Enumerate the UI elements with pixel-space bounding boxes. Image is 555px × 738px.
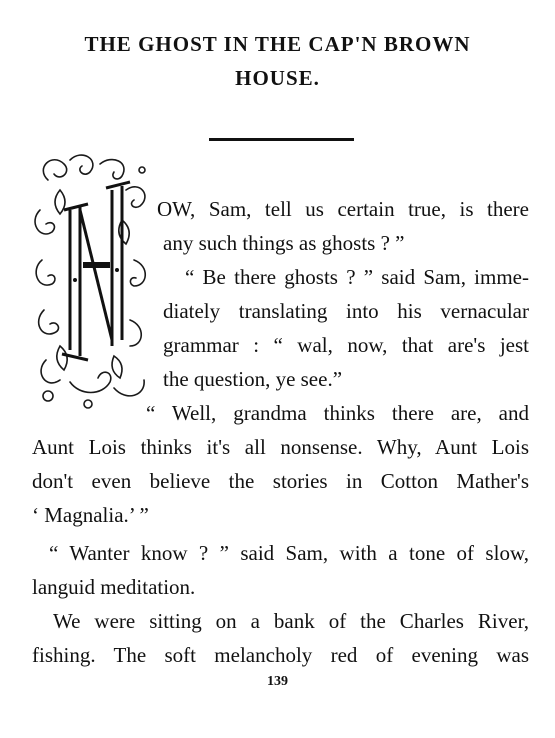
title-divider-rule bbox=[209, 138, 354, 141]
body-line: the question, ye see.” bbox=[163, 367, 343, 391]
body-line: “ Well, grandma thinks there are, and bbox=[146, 401, 529, 425]
body-line: Aunt Lois thinks it's all nonsense. Why, Aunt Lois bbox=[32, 435, 529, 459]
chapter-title-line-1: THE GHOST IN THE CAP'N BROWN bbox=[84, 32, 471, 56]
body-line: don't even believe the stories in Cotton Mather's bbox=[32, 469, 529, 493]
body-line: languid meditation. bbox=[32, 575, 196, 599]
ornamental-drop-cap bbox=[30, 150, 158, 412]
body-line: fishing. The soft melancholy red of evening was bbox=[32, 643, 529, 667]
body-line: We were sitting on a bank of the Charles River, bbox=[53, 609, 529, 633]
page-number: 139 bbox=[267, 674, 288, 689]
body-line: any such things as ghosts ? ” bbox=[163, 231, 405, 255]
body-line: “ Wanter know ? ” said Sam, with a tone of slow, bbox=[49, 541, 529, 565]
chapter-title-line-2: HOUSE. bbox=[235, 66, 320, 90]
body-line: ‘ Magnalia.’ ” bbox=[32, 503, 149, 527]
body-line: grammar : “ wal, now, that are's jest bbox=[163, 333, 529, 357]
body-line: “ Be there ghosts ? ” said Sam, imme- bbox=[185, 265, 529, 289]
body-line: diately translating into his vernacular bbox=[163, 299, 529, 323]
body-line: OW, Sam, tell us certain true, is there bbox=[157, 197, 529, 221]
ornamental-n-icon bbox=[30, 150, 158, 412]
